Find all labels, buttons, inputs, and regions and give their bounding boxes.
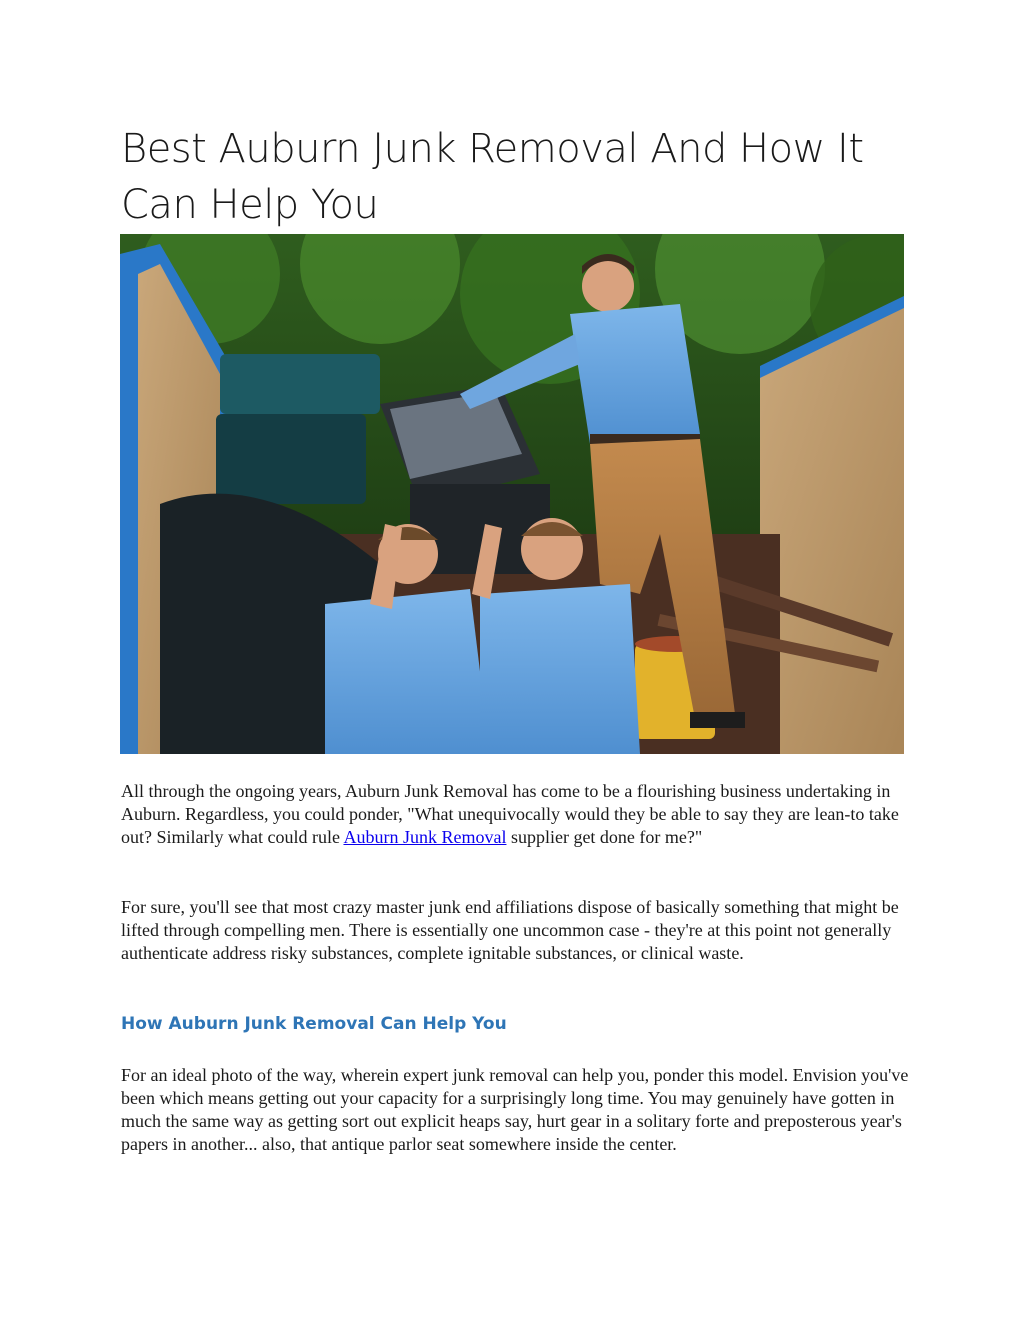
hero-image <box>120 234 904 754</box>
auburn-junk-removal-link[interactable]: Auburn Junk Removal <box>343 827 507 847</box>
junk-removal-photo <box>120 234 904 754</box>
third-paragraph: For an ideal photo of the way, wherein expert junk removal can help you, ponder this model. Envision you've been which means getting out your capacity for a surprisingly long time. You may genuinely have gotten in much the same way as getting sort out explicit heaps say, hurt gear in a solitary forte and preposterous year's papers in another... also, that antique parlor seat somewhere inside the center. <box>121 1065 909 1154</box>
second-paragraph: For sure, you'll see that most crazy master junk end affiliations dispose of basically something that might be lifted through compelling men. There is essentially one uncommon case - they're at this point not generally authenticate address risky substances, complete ignitable substances, or clinical waste. <box>121 897 899 963</box>
page-title: Best Auburn Junk Removal And How It Can Help You <box>121 126 864 228</box>
intro-text-before-link: All through the ongoing years, Auburn Junk Removal has come to be a flourishing business undertaking in Auburn. Regardless, you could ponder, "What unequivocally would they be able to say they are lean-to take out? Similarly what could rule <box>121 781 899 847</box>
intro-paragraph <box>121 780 911 849</box>
section-heading: How Auburn Junk Removal Can Help You <box>121 1014 507 1034</box>
intro-text-after-link: supplier get done for me?" <box>506 827 703 847</box>
